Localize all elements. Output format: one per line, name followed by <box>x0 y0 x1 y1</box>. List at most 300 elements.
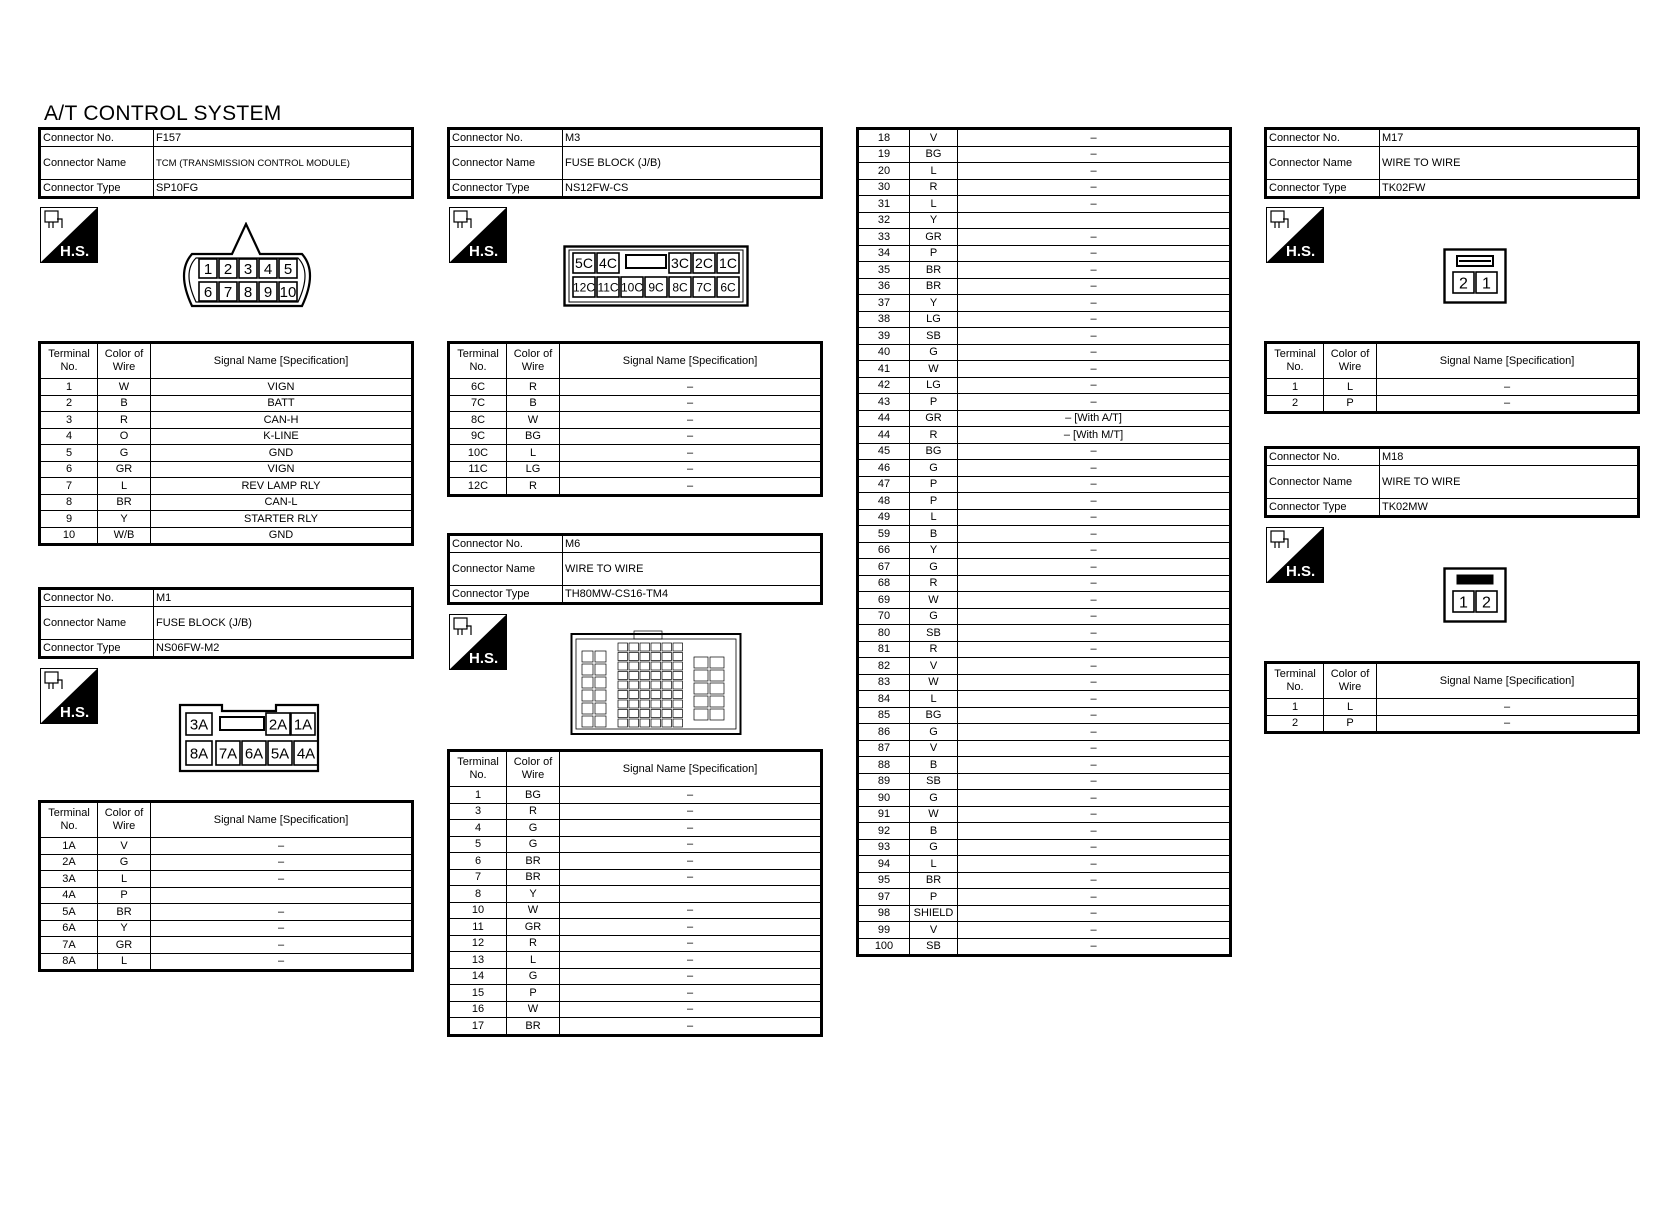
connector-name-label: Connector Name <box>1266 466 1380 499</box>
table-row <box>449 869 822 886</box>
terminal-no-cell: 35 <box>858 262 910 279</box>
connector-m18-diagram <box>1443 567 1507 623</box>
terminal-no-cell: 95 <box>858 872 910 889</box>
connector-type-label: Connector Type <box>449 586 563 604</box>
table-row <box>858 575 1231 592</box>
wire-color-cell: V <box>910 129 958 147</box>
column-4-m17-pins <box>1264 341 1640 414</box>
terminal-no-cell: 4 <box>449 820 507 837</box>
hs-label: H.S. <box>1286 563 1316 580</box>
table-row <box>858 196 1231 213</box>
wire-color-cell: SB <box>910 328 958 345</box>
connector-no-label: Connector No. <box>449 129 563 147</box>
cavity-number: 2A <box>268 716 288 734</box>
column-4-m17 <box>1264 127 1640 199</box>
table-row <box>858 361 1231 378</box>
table-row <box>449 935 822 952</box>
wire-color-cell: P <box>910 245 958 262</box>
signal-name-cell: – <box>958 625 1231 642</box>
wire-color-cell: P <box>910 889 958 906</box>
table-row <box>40 953 413 971</box>
connector-name-label: Connector Name <box>40 607 154 640</box>
table-row <box>449 820 822 837</box>
pin-rows <box>1266 379 1639 413</box>
cavity-number: 1 <box>1459 594 1468 612</box>
pin-rows <box>449 379 822 496</box>
table-row <box>858 328 1231 345</box>
cavity-number: 2 <box>1482 594 1491 612</box>
wire-color-cell: Y <box>98 511 151 528</box>
wire-color-cell: B <box>910 526 958 543</box>
connector-type-value: TK02MW <box>1380 499 1639 517</box>
signal-name-cell: CAN-L <box>151 494 413 511</box>
signal-name-cell: – <box>958 526 1231 543</box>
table-row <box>858 856 1231 873</box>
signal-name-cell: – <box>958 328 1231 345</box>
signal-name-cell: – <box>958 245 1231 262</box>
cavity-number: 1A <box>293 716 313 734</box>
signal-name-cell: – <box>958 691 1231 708</box>
wire-color-cell: SB <box>910 773 958 790</box>
terminal-no-cell: 19 <box>858 146 910 163</box>
table-row <box>858 691 1231 708</box>
signal-name-cell: – <box>958 839 1231 856</box>
column-2-m6-pins <box>447 749 823 1037</box>
table-row <box>858 295 1231 312</box>
table-row <box>449 968 822 985</box>
harness-side-icon <box>40 207 98 263</box>
terminal-no-cell: 48 <box>858 493 910 510</box>
signal-name-cell: – <box>560 985 822 1002</box>
terminal-no-cell: 17 <box>449 1018 507 1036</box>
table-row <box>40 904 413 921</box>
table-row <box>858 460 1231 477</box>
wire-color-cell: P <box>1324 715 1377 733</box>
wire-color-cell: B <box>98 395 151 412</box>
terminal-no-cell: 7A <box>40 937 98 954</box>
signal-name-cell: K-LINE <box>151 428 413 445</box>
wire-color-cell: L <box>98 478 151 495</box>
terminal-no-cell: 44 <box>858 410 910 427</box>
wire-color-cell: Y <box>98 920 151 937</box>
cavity-number: 12C <box>572 280 596 295</box>
wire-color-cell: O <box>98 428 151 445</box>
column-4-m18 <box>1264 446 1640 518</box>
wire-color-cell: BR <box>910 262 958 279</box>
table-row <box>449 803 822 820</box>
terminal-no-cell: 12C <box>449 478 507 496</box>
terminal-no-cell: 100 <box>858 938 910 956</box>
connector-no-value: M1 <box>154 589 413 607</box>
signal-name-cell: – <box>560 952 822 969</box>
signal-name-cell: – <box>151 904 413 921</box>
terminal-no-cell: 70 <box>858 608 910 625</box>
table-row <box>449 428 822 445</box>
harness-side-icon <box>449 614 507 670</box>
terminal-no-cell: 6 <box>40 461 98 478</box>
color-of-wire-header: Color of Wire <box>98 343 151 379</box>
cavity-number: 8C <box>672 280 688 295</box>
color-of-wire-header: Color of Wire <box>507 343 560 379</box>
cavity-number: 4C <box>599 255 617 272</box>
wire-color-cell: L <box>910 163 958 180</box>
table-row <box>40 461 413 478</box>
cavity-number: 10 <box>279 283 297 301</box>
connector-no-value: M3 <box>563 129 822 147</box>
signal-name-cell: – <box>958 707 1231 724</box>
wire-color-cell: V <box>910 740 958 757</box>
terminal-no-cell: 98 <box>858 905 910 922</box>
connector-m1-info <box>38 587 414 659</box>
table-row <box>1266 379 1639 396</box>
wire-color-cell: W <box>910 592 958 609</box>
terminal-no-cell: 9C <box>449 428 507 445</box>
cavity-number: 5 <box>283 260 293 278</box>
terminal-no-cell: 36 <box>858 278 910 295</box>
table-row <box>449 1018 822 1036</box>
wire-color-cell: W <box>910 806 958 823</box>
terminal-no-cell: 8 <box>40 494 98 511</box>
column-1-m1 <box>38 587 414 659</box>
table-row <box>449 395 822 412</box>
cavity-number: 1 <box>1482 275 1491 293</box>
wire-color-cell: G <box>507 968 560 985</box>
terminal-no-cell: 5 <box>449 836 507 853</box>
signal-name-cell: – <box>560 428 822 445</box>
table-row <box>449 902 822 919</box>
wire-color-cell: BG <box>910 707 958 724</box>
signal-name-cell: – <box>560 1001 822 1018</box>
wire-color-cell: W <box>507 1001 560 1018</box>
terminal-no-cell: 1 <box>1266 699 1324 716</box>
cavity-number: 10C <box>620 280 644 295</box>
wire-color-cell: LG <box>910 311 958 328</box>
column-2-m3-pins <box>447 341 823 497</box>
connector-type-label: Connector Type <box>40 640 154 658</box>
terminal-no-cell: 8A <box>40 953 98 971</box>
signal-name-header: Signal Name [Specification] <box>1377 663 1639 699</box>
harness-side-icon <box>1266 527 1324 583</box>
table-row <box>858 476 1231 493</box>
wire-color-cell: BG <box>507 787 560 804</box>
cavity-number: 6C <box>720 280 736 295</box>
connector-type-label: Connector Type <box>1266 180 1380 198</box>
signal-name-cell: – <box>958 806 1231 823</box>
terminal-no-cell: 47 <box>858 476 910 493</box>
signal-name-cell: – <box>958 872 1231 889</box>
terminal-no-cell: 82 <box>858 658 910 675</box>
hs-label: H.S. <box>469 243 499 260</box>
signal-name-cell: – <box>958 262 1231 279</box>
wire-color-cell: L <box>507 445 560 462</box>
terminal-no-cell: 5A <box>40 904 98 921</box>
terminal-no-cell: 34 <box>858 245 910 262</box>
wire-color-cell: GR <box>910 410 958 427</box>
pin-rows <box>1266 699 1639 733</box>
connector-no-value: M6 <box>563 535 822 553</box>
terminal-no-cell: 5 <box>40 445 98 462</box>
wire-color-cell: P <box>507 985 560 1002</box>
wire-color-cell: G <box>98 445 151 462</box>
table-row <box>858 526 1231 543</box>
table-row <box>858 163 1231 180</box>
connector-type-label: Connector Type <box>449 180 563 198</box>
connector-name-value: WIRE TO WIRE <box>1380 147 1639 180</box>
terminal-no-cell: 37 <box>858 295 910 312</box>
table-row <box>858 493 1231 510</box>
wire-color-cell: W <box>910 361 958 378</box>
table-row <box>40 494 413 511</box>
signal-name-cell: – <box>151 871 413 888</box>
table-row <box>858 344 1231 361</box>
terminal-no-cell: 42 <box>858 377 910 394</box>
wire-color-cell: L <box>910 691 958 708</box>
wire-color-cell: GR <box>507 919 560 936</box>
terminal-no-cell: 14 <box>449 968 507 985</box>
wire-color-cell: L <box>98 953 151 971</box>
connector-m17-info <box>1264 127 1640 199</box>
table-row <box>858 625 1231 642</box>
terminal-no-cell: 2 <box>1266 715 1324 733</box>
terminal-no-cell: 8 <box>449 886 507 903</box>
wire-color-cell: BR <box>98 494 151 511</box>
terminal-no-cell: 44 <box>858 427 910 444</box>
wire-color-cell: R <box>507 478 560 496</box>
wire-color-cell: BR <box>910 278 958 295</box>
signal-name-cell: – <box>560 853 822 870</box>
table-row <box>858 773 1231 790</box>
signal-name-header: Signal Name [Specification] <box>1377 343 1639 379</box>
terminal-no-cell: 43 <box>858 394 910 411</box>
cavity-number: 2C <box>695 255 713 272</box>
column-4-m18-pins <box>1264 661 1640 734</box>
table-row <box>858 245 1231 262</box>
signal-name-cell: – <box>958 658 1231 675</box>
table-row <box>858 922 1231 939</box>
harness-side-icon <box>40 668 98 724</box>
signal-name-cell: – <box>958 460 1231 477</box>
wire-color-cell: Y <box>910 542 958 559</box>
table-row <box>1266 715 1639 733</box>
table-row <box>449 478 822 496</box>
connector-m6-pin-table <box>447 749 823 1037</box>
wire-color-cell: L <box>1324 699 1377 716</box>
cavity-number: 6 <box>203 283 213 301</box>
table-row <box>858 905 1231 922</box>
signal-name-cell: GND <box>151 527 413 545</box>
terminal-no-header: Terminal No. <box>449 343 507 379</box>
table-row <box>1266 699 1639 716</box>
table-row <box>858 658 1231 675</box>
signal-name-cell <box>560 886 822 903</box>
table-row <box>449 886 822 903</box>
connector-type-value: NS06FW-M2 <box>154 640 413 658</box>
terminal-no-cell: 2 <box>40 395 98 412</box>
signal-name-cell: – <box>958 278 1231 295</box>
signal-name-cell: – <box>151 920 413 937</box>
connector-f157-diagram <box>172 222 322 318</box>
pin-rows <box>40 838 413 971</box>
terminal-no-cell: 38 <box>858 311 910 328</box>
signal-name-cell: – <box>958 542 1231 559</box>
wire-color-cell: BR <box>507 869 560 886</box>
table-row <box>40 887 413 904</box>
table-row <box>449 919 822 936</box>
connector-type-label: Connector Type <box>1266 499 1380 517</box>
terminal-no-cell: 92 <box>858 823 910 840</box>
terminal-no-cell: 31 <box>858 196 910 213</box>
signal-name-cell: – [With A/T] <box>958 410 1231 427</box>
connector-type-value: TH80MW-CS16-TM4 <box>563 586 822 604</box>
signal-name-cell: – <box>958 575 1231 592</box>
connector-no-label: Connector No. <box>449 535 563 553</box>
signal-name-cell: – <box>958 559 1231 576</box>
connector-m17-pin-table <box>1264 341 1640 414</box>
signal-name-cell: – <box>958 196 1231 213</box>
terminal-no-cell: 85 <box>858 707 910 724</box>
signal-name-cell: STARTER RLY <box>151 511 413 528</box>
terminal-no-cell: 81 <box>858 641 910 658</box>
terminal-no-header: Terminal No. <box>1266 343 1324 379</box>
table-row <box>858 740 1231 757</box>
table-row <box>858 707 1231 724</box>
connector-name-label: Connector Name <box>1266 147 1380 180</box>
terminal-no-cell: 4 <box>40 428 98 445</box>
terminal-no-header: Terminal No. <box>40 802 98 838</box>
signal-name-cell: – <box>560 412 822 429</box>
table-row <box>40 445 413 462</box>
terminal-no-cell: 9 <box>40 511 98 528</box>
signal-name-cell: – <box>958 295 1231 312</box>
terminal-no-cell: 3 <box>40 412 98 429</box>
signal-name-header: Signal Name [Specification] <box>151 802 413 838</box>
cavity-number: 1 <box>203 260 213 278</box>
wire-color-cell: G <box>910 724 958 741</box>
cavity-number: 7 <box>223 283 233 301</box>
signal-name-cell: – <box>958 344 1231 361</box>
hs-label: H.S. <box>1286 243 1316 260</box>
connector-m6-info <box>447 533 823 605</box>
cavity-number: 4 <box>263 260 273 278</box>
hs-label: H.S. <box>469 650 499 667</box>
signal-name-cell: – <box>958 476 1231 493</box>
terminal-no-cell: 16 <box>449 1001 507 1018</box>
terminal-no-cell: 40 <box>858 344 910 361</box>
wire-color-cell: R <box>910 179 958 196</box>
wire-color-cell: Y <box>910 212 958 229</box>
table-row <box>858 559 1231 576</box>
signal-name-cell: – <box>958 146 1231 163</box>
column-2-m3 <box>447 127 823 199</box>
cavity-number: 7C <box>696 280 712 295</box>
wire-color-cell: BG <box>507 428 560 445</box>
wire-color-cell: W <box>507 412 560 429</box>
cavity-number: 5C <box>575 255 593 272</box>
terminal-no-cell: 12 <box>449 935 507 952</box>
connector-f157-info <box>38 127 414 199</box>
wire-color-cell: Y <box>910 295 958 312</box>
connector-m3-diagram <box>563 245 749 307</box>
signal-name-cell: – <box>958 641 1231 658</box>
wire-color-cell: BR <box>507 853 560 870</box>
connector-name-label: Connector Name <box>40 147 154 180</box>
hs-label: H.S. <box>60 704 90 721</box>
connector-type-value: TK02FW <box>1380 180 1639 198</box>
connector-f157-pin-table <box>38 341 414 546</box>
signal-name-cell: – <box>1377 379 1639 396</box>
connector-name-label: Connector Name <box>449 553 563 586</box>
wire-color-cell: LG <box>910 377 958 394</box>
cavity-number: 9C <box>648 280 664 295</box>
wire-color-cell: BG <box>910 146 958 163</box>
signal-name-cell: – <box>958 674 1231 691</box>
terminal-no-cell: 68 <box>858 575 910 592</box>
cavity-number: 8 <box>243 283 253 301</box>
table-row <box>40 920 413 937</box>
cavity-number: 2 <box>1459 275 1468 293</box>
terminal-no-cell: 2A <box>40 854 98 871</box>
terminal-no-cell: 93 <box>858 839 910 856</box>
connector-m3-info <box>447 127 823 199</box>
color-of-wire-header: Color of Wire <box>507 751 560 787</box>
column-1 <box>38 127 414 199</box>
wire-color-cell: P <box>98 887 151 904</box>
wire-color-cell: W/B <box>98 527 151 545</box>
table-row <box>858 179 1231 196</box>
page-title: A/T CONTROL SYSTEM <box>44 102 282 125</box>
wire-color-cell: G <box>910 559 958 576</box>
signal-name-cell: – <box>958 311 1231 328</box>
signal-name-cell: – <box>560 395 822 412</box>
signal-name-cell: – <box>560 935 822 952</box>
signal-name-cell: – <box>560 461 822 478</box>
terminal-no-cell: 13 <box>449 952 507 969</box>
wire-color-cell: R <box>98 412 151 429</box>
connector-no-label: Connector No. <box>40 589 154 607</box>
pin-rows <box>449 787 822 1036</box>
signal-name-cell: – <box>560 1018 822 1036</box>
terminal-no-cell: 18 <box>858 129 910 147</box>
terminal-no-cell: 3A <box>40 871 98 888</box>
signal-name-header: Signal Name [Specification] <box>560 343 822 379</box>
wire-color-cell: BR <box>507 1018 560 1036</box>
connector-m17-diagram <box>1443 248 1507 304</box>
signal-name-cell: – <box>151 937 413 954</box>
table-row <box>858 542 1231 559</box>
wire-color-cell: G <box>910 790 958 807</box>
cavity-number: 5A <box>270 745 290 763</box>
table-row <box>858 806 1231 823</box>
signal-name-cell: – <box>958 608 1231 625</box>
table-row <box>449 445 822 462</box>
connector-name-value: FUSE BLOCK (J/B) <box>154 607 413 640</box>
table-row <box>449 853 822 870</box>
terminal-no-cell: 10 <box>449 902 507 919</box>
table-row <box>858 872 1231 889</box>
signal-name-cell: – <box>560 869 822 886</box>
table-row <box>858 790 1231 807</box>
table-row <box>858 129 1231 147</box>
terminal-no-cell: 89 <box>858 773 910 790</box>
terminal-no-cell: 7 <box>40 478 98 495</box>
terminal-no-cell: 94 <box>858 856 910 873</box>
terminal-no-cell: 90 <box>858 790 910 807</box>
connector-m18-pin-table <box>1264 661 1640 734</box>
signal-name-cell: – [With M/T] <box>958 427 1231 444</box>
signal-name-cell: – <box>560 787 822 804</box>
terminal-no-cell: 97 <box>858 889 910 906</box>
signal-name-cell: – <box>560 919 822 936</box>
